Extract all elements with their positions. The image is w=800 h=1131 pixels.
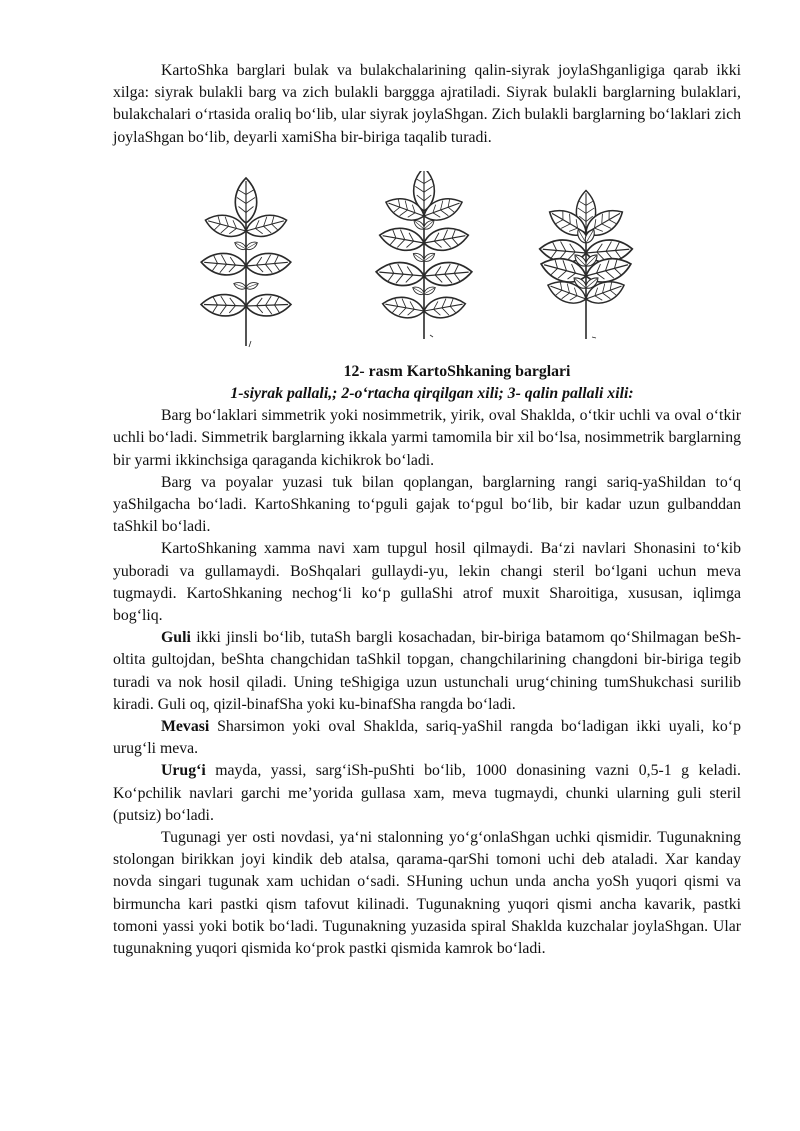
seed-lead: Urug‘i [161, 762, 206, 780]
leaf-dense-drawing [538, 190, 634, 339]
paragraph-seed [113, 760, 741, 827]
potato-leaves-drawing [168, 171, 708, 361]
document-page [113, 60, 741, 960]
paragraph-leaf-shape: Barg bo‘laklari simmetrik yoki nosimmetrik, yirik, oval Shaklda, o‘tkir uchli va oval o‘tkir uchli bo‘ladi. Simmetrik barglarning ikkala yarmi tamomila bir xil bo‘lsa, nosimmetrik barglarning bir yarmi ikkinchsiga qaraganda kichikrok bo‘ladi. [113, 407, 741, 469]
fruit-text: Sharsimon yoki oval Shaklda, sariq-yaShil rangda bo‘ladigan ikki uyali, ko‘p urug‘li meva. [113, 718, 741, 758]
fruit-lead: Mevasi [161, 718, 210, 736]
paragraph-leaf-surface: Barg va poyalar yuzasi tuk bilan qoplangan, barglarning rangi sariq-yaShildan to‘q yaShilgacha bo‘ladi. KartoShkaning to‘pguli gajak to‘pgul bo‘lib, bir kadar uzun gulbanddan taShkil bo‘ladi. [113, 473, 741, 536]
leaf-illustration [113, 171, 741, 361]
paragraph-tuber: Tugunagi yer osti novdasi, ya‘ni stalonning yo‘g‘onlaShgan uchki qismidir. Tugunakning stolongan birikkan joyi kindik deb atalsa, qarama-qarShi tomoni uchi deb ataladi. Xar kanday novda singari tugunak xam uchidan o‘sadi. SHuning uchun unda ancha yoSh yuqori qismi va birmuncha kari pastki qism tafovut kilinadi. Tugunakning yuqori qismi ancha kavarik, pastki tomoni yassi yoki botik bo‘ladi. Tugunakning yuzasida spiral Shaklda kuzchalar joylaShgan. Ular tugunakning yuqori qismida ko‘prok pastki qismida kamrok bo‘ladi. [113, 829, 741, 958]
figure-subtitle: 1-siyrak pallali,; 2-o‘rtacha qirqilgan xili; 3- qalin pallali xili: [230, 385, 634, 403]
seed-text: mayda, yassi, sarg‘iSh-puShti bo‘lib, 1000 donasining vazni 0,5-1 g keladi. Ko‘pchilik navlari garchi me’yorida gullasa xam, meva tugmaydi, chunki ularning guli steril (putsiz) bo‘ladi. [113, 762, 741, 824]
paragraph-flowering: KartoShkaning xamma navi xam tupgul hosil qilmaydi. Ba‘zi navlari Shonasini to‘kib yuboradi va gullamaydi. BoShqalari gullaydi-yu, lekin changi steril bo‘lgani uchun meva tugmaydi. KartoShkaning nechog‘li ko‘p gullaShi atrof muxit Sharoitiga, xususan, iqlimga bog‘liq. [113, 540, 741, 625]
paragraph-fruit [113, 716, 741, 760]
leaf-medium-drawing [375, 171, 473, 339]
paragraph-flower [113, 627, 741, 716]
flower-lead: Guli [161, 629, 191, 647]
paragraph-intro: KartoShka barglari bulak va bulakchalarining qalin-siyrak joylaShganligiga qarab ikki xilga: siyrak bulakli barg va zich bulakli barggga ajratiladi. Siyrak bulakli barglarning bulaklari, bulakchalari o‘rtasida oraliq bo‘lib, ular siyrak joylaShgan. Zich bulakli barglarning bo‘laklari zich joylaShgan bo‘lib, deyarli xamiSha bir-biriga taqalib turadi. [113, 62, 741, 146]
figure-title: 12- rasm KartoShkaning barglari [343, 362, 571, 380]
leaf-sparse-drawing [200, 178, 292, 347]
flower-text: ikki jinsli bo‘lib, tutaSh bargli kosachadan, bir-biriga batamom qo‘Shilmagan beSh-oltita gultojdan, beShta changchidan taShkil topgan, changchilarining changdoni bir-biriga tegib turadi va nok hosil qiladi. Uning teShigiga uzun ustunchali urug‘chining tumShukchasi surilib kiradi. Guli oq, qizil-binafSha yoki ku-binafSha rangda bo‘ladi. [113, 629, 741, 713]
